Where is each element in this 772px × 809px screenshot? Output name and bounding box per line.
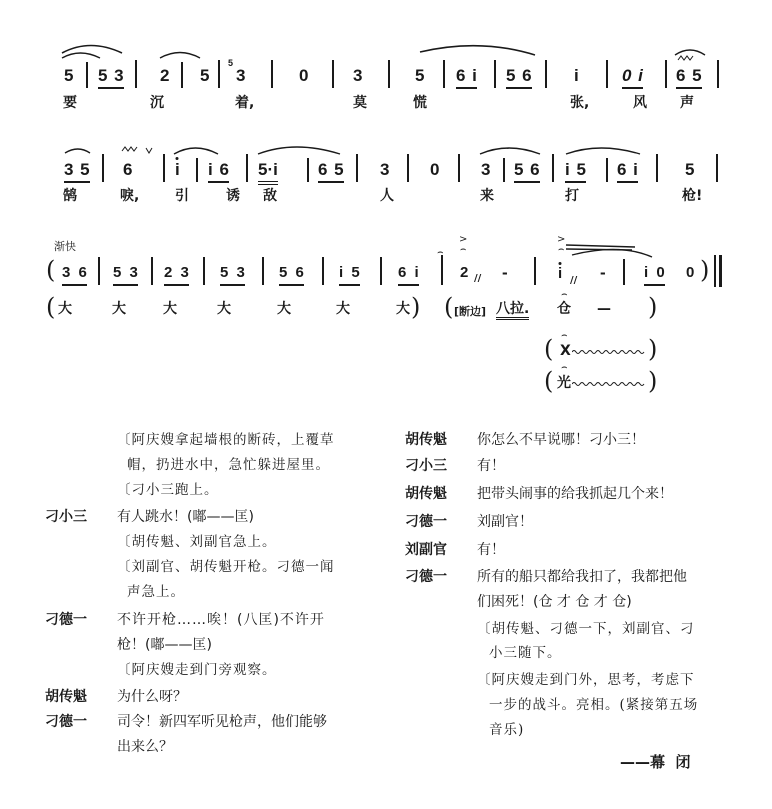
lyric: 枪!: [682, 188, 703, 204]
barline: [494, 60, 496, 88]
close-paren: ): [700, 256, 710, 284]
barline: [443, 60, 445, 88]
percussion-x: X: [560, 343, 571, 359]
score-line-2: [0, 120, 772, 230]
stage-direction: 音乐): [489, 722, 525, 738]
stage-direction: 小三随下。: [489, 645, 562, 661]
note: 0: [686, 264, 695, 281]
dialogue-line: 出来么？: [117, 739, 173, 755]
note-3: 2: [160, 66, 170, 85]
fermata-icon: ⌢: [437, 247, 444, 258]
note: 5 3: [220, 263, 245, 286]
lyric: 来: [480, 188, 494, 204]
score-line-1: [0, 0, 772, 120]
fermata-icon: ⌢: [561, 362, 568, 373]
barline: [458, 154, 460, 182]
barline: [388, 60, 390, 88]
note-10: 5 6: [506, 66, 532, 89]
speaker-name: 刁小三: [45, 509, 87, 525]
accent-fermata-icon: > ⌢: [557, 234, 566, 255]
barline: [356, 154, 358, 182]
lyric: 声: [680, 95, 694, 111]
lyric: 鹄: [63, 188, 77, 204]
barline: [656, 154, 658, 182]
stage-direction: 帽，扔进水中，急忙躲进屋里。: [127, 457, 330, 473]
note: 3 6: [62, 263, 87, 286]
speaker-name: 刁德一: [405, 569, 447, 585]
note-1: 5: [64, 66, 74, 85]
note-6: 0: [299, 66, 309, 85]
trill-wave: [572, 379, 648, 389]
stage-direction: 〔刘副官、胡传魁开枪。刁德一闻: [117, 559, 335, 575]
note-12: 0 i: [622, 66, 643, 89]
barline: [623, 259, 625, 285]
barline: [552, 154, 554, 182]
note: 6 5: [318, 160, 344, 183]
note: i: [558, 265, 563, 282]
percussion-da: 大: [336, 301, 350, 317]
stage-direction: 一步的战斗。亮相。(紧接第五场: [489, 697, 699, 713]
note: 2: [460, 264, 469, 281]
note-7: 3: [353, 66, 363, 85]
dash: -: [502, 263, 508, 282]
dialogue-line: 为什么呀？: [117, 689, 187, 705]
note: 3: [380, 160, 390, 179]
fermata-icon: ⌢: [561, 289, 568, 300]
close-paren: ): [648, 367, 658, 395]
note: 6 i: [617, 160, 638, 183]
score-line-3: [0, 225, 772, 405]
close-paren: ): [411, 293, 421, 321]
lyric: 慌: [413, 95, 427, 111]
speaker-name: 胡传魁: [405, 486, 447, 502]
lyric: 敌: [263, 188, 277, 204]
final-barline: [719, 255, 722, 287]
percussion-da: 大: [396, 301, 410, 317]
stage-direction: 〔阿庆嫂走到门旁观察。: [117, 662, 277, 678]
note-4: 5: [200, 66, 210, 85]
percussion-da: 大: [112, 301, 126, 317]
speaker-name: 刁德一: [45, 612, 87, 628]
note: i 6: [208, 160, 229, 183]
accent-fermata-icon: > ⌢: [459, 234, 468, 255]
percussion-da: 大: [58, 301, 72, 317]
note: i 5: [339, 263, 360, 286]
stage-direction: 〔阿庆嫂走到门外，思考，考虑下: [477, 672, 695, 688]
lyric: 打: [565, 188, 579, 204]
dialogue-line: 枪！(嘟——匡): [117, 637, 212, 653]
barline: [271, 60, 273, 88]
open-paren: (: [444, 293, 454, 321]
lyric: 沉: [150, 95, 164, 111]
note-13: 6 5: [676, 66, 702, 89]
dialogue-line: 你怎么不早说哪！刁小三！: [477, 432, 645, 448]
stage-direction: 声急上。: [127, 584, 185, 600]
stage-direction: 〔胡传魁、刁德一下，刘副官、刁: [477, 621, 695, 637]
barline: [218, 60, 220, 88]
trill-wave: [572, 347, 648, 357]
stage-direction: 〔胡传魁、刘副官急上。: [117, 534, 277, 550]
percussion-bala: 八拉.: [496, 301, 529, 320]
speaker-name: 胡传魁: [45, 689, 87, 705]
tempo-marking: 渐快: [54, 240, 76, 253]
stage-direction: 〔阿庆嫂拿起墙根的断砖，上覆草: [117, 432, 335, 448]
note: 3 5: [64, 160, 90, 183]
barline: [717, 60, 719, 88]
barline: [307, 158, 309, 182]
barline: [665, 60, 667, 88]
note: 5 6: [514, 160, 540, 183]
speaker-name: 刁德一: [405, 514, 447, 530]
percussion-dash: —: [597, 301, 611, 317]
note: 5 6: [279, 263, 304, 286]
barline: [181, 62, 183, 88]
barline: [102, 154, 104, 182]
dialogue-line: 有！: [477, 458, 505, 474]
open-paren: (: [544, 367, 554, 395]
dialogue-line: 不许开枪……唉！(八匡)不许开: [117, 612, 325, 628]
percussion-da: 大: [217, 301, 231, 317]
bracket-label: [断边]: [454, 305, 487, 318]
lyric: 唳,: [120, 188, 140, 204]
note-11: i: [574, 66, 579, 85]
note: 5: [685, 160, 695, 179]
final-barline: [714, 255, 716, 287]
barline: [196, 158, 198, 182]
note: 3: [481, 160, 491, 179]
note: i 0: [644, 263, 665, 286]
barline: [606, 60, 608, 88]
speaker-name: 刘副官: [405, 542, 447, 558]
speaker-name: 刁德一: [45, 714, 87, 730]
percussion-cang: 仓: [557, 301, 571, 317]
barline: [503, 158, 505, 182]
barline: [545, 60, 547, 88]
dialogue-line: 有！: [477, 542, 505, 558]
curtain-close: ——幕 闭: [620, 753, 691, 771]
dash: -: [600, 263, 606, 282]
lyric: 着,: [235, 95, 255, 111]
note: i: [175, 160, 180, 179]
fermata-icon: ⌢: [561, 330, 568, 341]
tremolo-mark: //: [570, 275, 578, 286]
speaker-name: 刁小三: [405, 458, 447, 474]
note-2: 5 3: [98, 66, 124, 89]
percussion-da: 大: [277, 301, 291, 317]
tremolo-mark: //: [474, 273, 482, 284]
barline: [86, 62, 88, 88]
percussion-da: 大: [163, 301, 177, 317]
note: i 5: [565, 160, 586, 183]
lyric: 引: [175, 188, 189, 204]
dialogue-line: 们困死！(仓 才 仓 才 仓): [477, 594, 632, 610]
barline: [716, 154, 718, 182]
lyric: 诱: [226, 188, 240, 204]
lyric: 人: [380, 188, 394, 204]
speaker-name: 胡传魁: [405, 432, 447, 448]
dialogue-line: 有人跳水！(嘟——匡): [117, 509, 254, 525]
note: 0: [430, 160, 440, 179]
open-paren: (: [544, 335, 554, 363]
open-paren: (: [46, 293, 56, 321]
barline: [135, 60, 137, 88]
grace-note: 5: [228, 58, 234, 68]
dialogue-line: 刘副官！: [477, 514, 533, 530]
note-9: 6 i: [456, 66, 477, 89]
close-paren: ): [648, 335, 658, 363]
note: 6 i: [398, 263, 419, 286]
dialogue-line: 司令！新四军听见枪声，他们能够: [117, 714, 327, 730]
lyric: 张,: [570, 95, 590, 111]
close-paren: ): [648, 293, 658, 321]
slur-marks: [0, 0, 772, 120]
note: 5·i: [258, 160, 278, 185]
note: 2 3: [164, 263, 189, 286]
barline: [163, 154, 165, 182]
note: 6: [123, 160, 133, 179]
note-5: 3: [236, 66, 246, 85]
dialogue-line: 把带头闹事的给我抓起几个来！: [477, 486, 673, 502]
lyric: 要: [63, 95, 77, 111]
percussion-guang: 光: [557, 375, 571, 391]
barline: [606, 158, 608, 182]
barline: [246, 154, 248, 182]
lyric: 莫: [353, 95, 367, 111]
barline: [407, 154, 409, 182]
note-8: 5: [415, 66, 425, 85]
stage-direction: 〔刁小三跑上。: [117, 482, 219, 498]
open-paren: (: [46, 256, 56, 284]
dialogue-line: 所有的船只都给我扣了，我都把他: [477, 569, 687, 585]
lyric: 风: [633, 95, 647, 111]
barline: [332, 60, 334, 88]
note: 5 3: [113, 263, 138, 286]
